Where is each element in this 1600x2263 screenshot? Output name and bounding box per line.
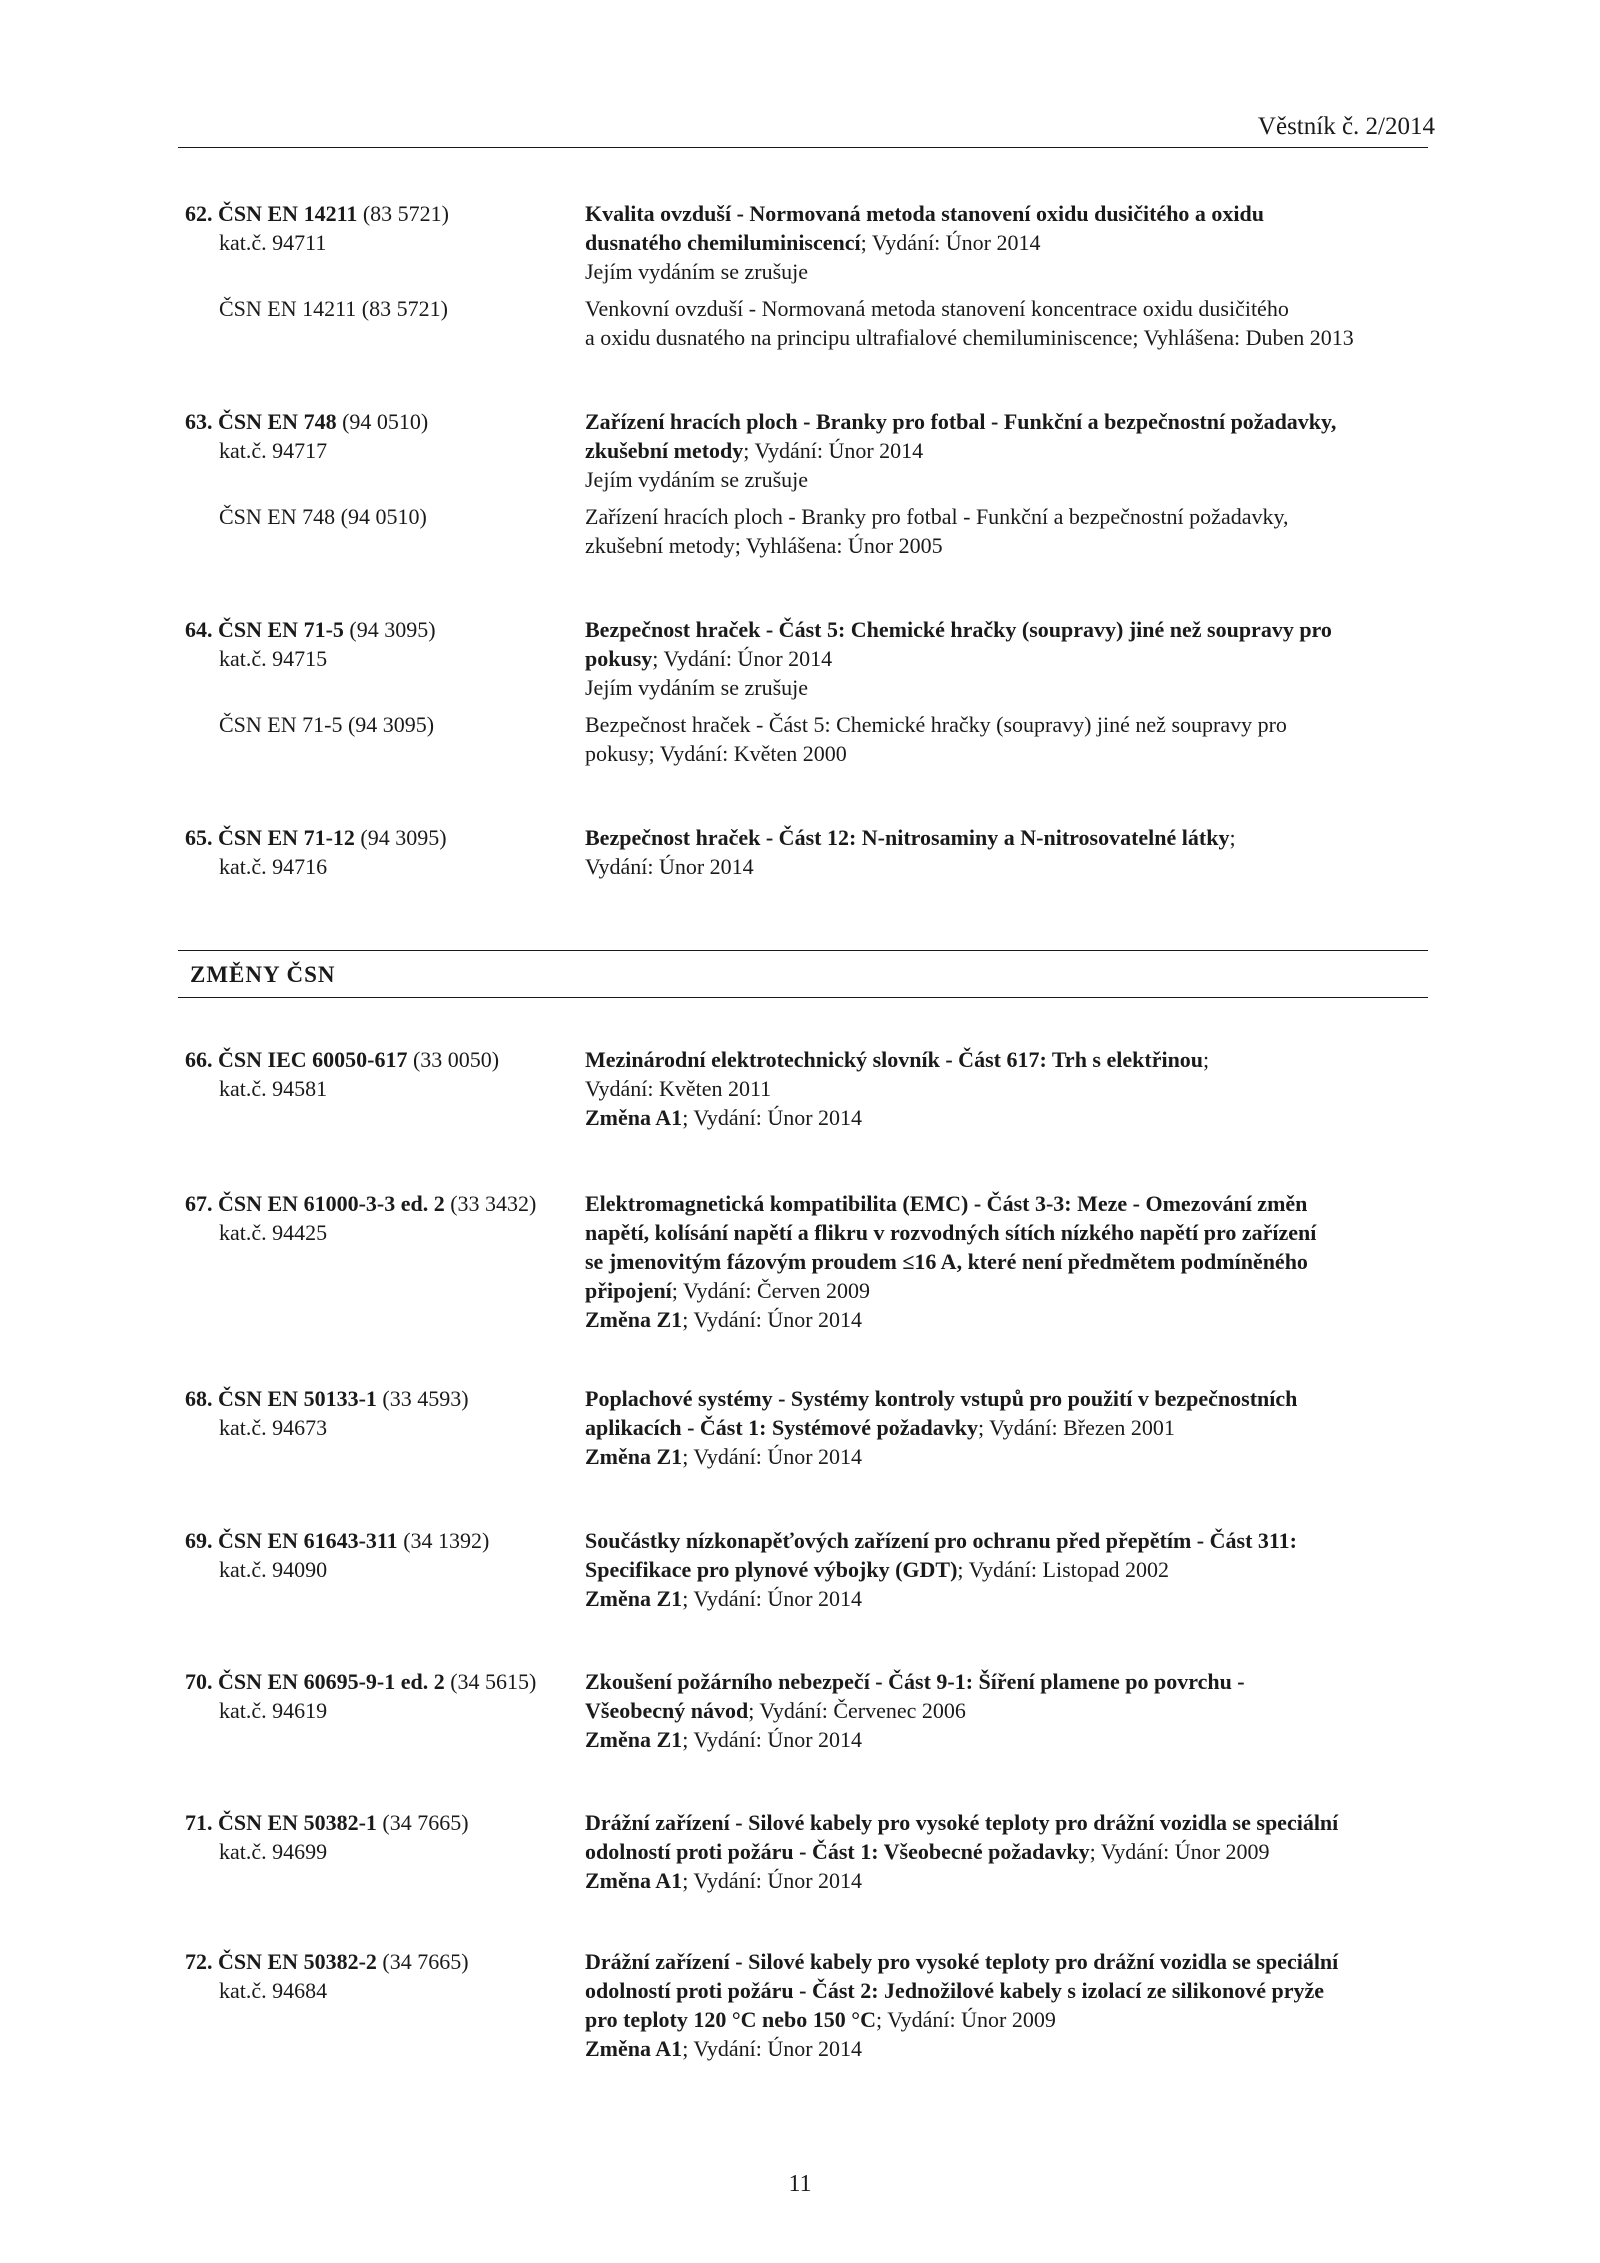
entry-designation	[185, 199, 585, 257]
entry-change-issue: ; Vydání: Únor 2014	[682, 1727, 863, 1752]
entry-title-text: Mezinárodní elektrotechnický slovník - Část 617: Trh s elektřinou	[585, 1047, 1204, 1072]
entry-number: 72.	[185, 1949, 213, 1974]
entry-kat: kat.č. 94717	[219, 438, 328, 463]
entry-class: (94 3095)	[349, 617, 436, 642]
entry-code: ČSN EN 14211	[218, 201, 358, 226]
entry-title-text: Elektromagnetická kompatibilita (EMC) - Část 3-3: Meze - Omezování změn	[585, 1191, 1308, 1216]
entry-change-issue: ; Vydání: Únor 2014	[682, 1444, 863, 1469]
entry-code-line	[185, 1947, 585, 1976]
entry-description	[585, 1667, 1430, 1754]
entry-title-line	[585, 2005, 1430, 2034]
entry-issue: ; Vydání: Březen 2001	[977, 1415, 1175, 1440]
entry-issue: ; Vydání: Únor 2014	[743, 438, 924, 463]
entry-kat: kat.č. 94711	[219, 230, 327, 255]
entry-code-line	[185, 1526, 585, 1555]
replaced-designation	[185, 294, 585, 323]
entry-title-text: Drážní zařízení - Silové kabely pro vysoké teploty pro drážní vozidla se speciální	[585, 1949, 1339, 1974]
entry-issue-line: Vydání: Květen 2011	[585, 1076, 772, 1101]
entry-cancel: Jejím vydáním se zrušuje	[585, 467, 809, 492]
entry-change-line	[585, 2034, 1430, 2063]
entry-designation	[185, 407, 585, 465]
entry-code: ČSN EN 60695-9-1 ed. 2	[218, 1669, 445, 1694]
entry-change: Změna Z1	[585, 1727, 683, 1752]
entry-kat: kat.č. 94673	[219, 1415, 328, 1440]
entry-cancel: Jejím vydáním se zrušuje	[585, 259, 809, 284]
entry-description	[585, 1808, 1430, 1895]
entry-issue: ; Vydání: Únor 2009	[875, 2007, 1056, 2032]
entry-class: (83 5721)	[362, 201, 450, 226]
entry-designation	[185, 1947, 585, 2005]
entry-code: ČSN EN 71-5	[218, 617, 344, 642]
entry-issue: ; Vydání: Únor 2014	[652, 646, 833, 671]
entry-kat: kat.č. 94699	[219, 1839, 328, 1864]
norm-entry	[185, 615, 1430, 768]
replaced-code: ČSN EN 14211 (83 5721)	[219, 296, 448, 321]
entry-change: Změna A1	[585, 2036, 683, 2061]
entry-designation	[185, 1808, 585, 1866]
entry-change-line	[585, 1305, 1430, 1334]
entry-designation	[185, 1667, 585, 1725]
header-rule	[178, 147, 1428, 148]
entry-title-line	[585, 1837, 1430, 1866]
entry-title-text: Bezpečnost hraček - Část 12: N-nitrosaminy a N-nitrosovatelné látky	[585, 825, 1230, 850]
norm-entry	[185, 1667, 1430, 1754]
entry-designation	[185, 1045, 585, 1103]
entry-number: 68.	[185, 1386, 213, 1411]
entry-class: (33 0050)	[412, 1047, 500, 1072]
replaced-line: pokusy; Vydání: Květen 2000	[585, 741, 847, 766]
entry-change-line	[585, 1103, 1430, 1132]
entry-number: 71.	[185, 1810, 213, 1835]
entry-number: 63.	[185, 409, 213, 434]
entry-title-text: Poplachové systémy - Systémy kontroly vstupů pro použití v bezpečnostních	[585, 1386, 1298, 1411]
entry-kat: kat.č. 94581	[219, 1076, 328, 1101]
entry-title-text: Zkoušení požárního nebezpečí - Část 9-1: Šíření plamene po povrchu -	[585, 1669, 1245, 1694]
entry-kat: kat.č. 94716	[219, 854, 328, 879]
entry-change: Změna Z1	[585, 1444, 683, 1469]
entry-number: 67.	[185, 1191, 213, 1216]
entry-code-line	[185, 1808, 585, 1837]
entry-code-line	[185, 1384, 585, 1413]
entry-title-line	[585, 615, 1430, 644]
entry-title-text: zkušební metody	[585, 438, 744, 463]
entry-title-line	[585, 1247, 1430, 1276]
page-number: 11	[788, 2171, 812, 2197]
entry-class: (33 3432)	[450, 1191, 537, 1216]
entry-main-row	[185, 199, 1430, 286]
entry-kat: kat.č. 94425	[219, 1220, 328, 1245]
entry-title-line	[585, 1808, 1430, 1837]
replaced-code: ČSN EN 748 (94 0510)	[219, 504, 427, 529]
entry-change: Změna A1	[585, 1105, 683, 1130]
entry-description	[585, 615, 1430, 702]
entry-title-text: připojení	[585, 1278, 672, 1303]
entry-change-line	[585, 1584, 1430, 1613]
norm-entry	[185, 1808, 1430, 1895]
entry-title-line	[585, 1413, 1430, 1442]
entry-main-row	[185, 1808, 1430, 1895]
entry-title-line	[585, 1045, 1430, 1074]
entry-title-line	[585, 1667, 1430, 1696]
entry-code-line	[185, 823, 585, 852]
entry-kat: kat.č. 94619	[219, 1698, 328, 1723]
entry-number: 65.	[185, 825, 213, 850]
entry-issue: ; Vydání: Únor 2014	[860, 230, 1041, 255]
entry-issue-line: Vydání: Únor 2014	[585, 854, 754, 879]
entry-change: Změna Z1	[585, 1586, 683, 1611]
entry-class: (34 7665)	[382, 1949, 469, 1974]
entry-title-text: Všeobecný návod	[585, 1698, 749, 1723]
entry-code: ČSN EN 61643-311	[218, 1528, 398, 1553]
entry-title-line	[585, 1276, 1430, 1305]
entry-title-line	[585, 1526, 1430, 1555]
entry-change-issue: ; Vydání: Únor 2014	[682, 2036, 863, 2061]
replaced-line: zkušební metody; Vyhlášena: Únor 2005	[585, 533, 943, 558]
entry-change-issue: ; Vydání: Únor 2014	[682, 1586, 863, 1611]
norm-entry	[185, 1526, 1430, 1613]
entry-change: Změna Z1	[585, 1307, 683, 1332]
entry-number: 70.	[185, 1669, 213, 1694]
replaced-description	[585, 710, 1430, 768]
entry-title-text: dusnatého chemiluminiscencí	[585, 230, 861, 255]
replaced-designation	[185, 710, 585, 739]
entry-number: 69.	[185, 1528, 213, 1553]
norm-entry	[185, 1384, 1430, 1471]
entry-title-text: pro teploty 120 °C nebo 150 °C	[585, 2007, 876, 2032]
entry-code: ČSN EN 748	[218, 409, 337, 434]
entry-title-text: Drážní zařízení - Silové kabely pro vysoké teploty pro drážní vozidla se speciální	[585, 1810, 1339, 1835]
entry-code-line	[185, 199, 585, 228]
entry-change-issue: ; Vydání: Únor 2014	[682, 1307, 863, 1332]
entry-replaced-row	[185, 502, 1430, 560]
entry-code: ČSN IEC 60050-617	[218, 1047, 408, 1072]
entry-issue: ; Vydání: Červen 2009	[671, 1278, 870, 1303]
entry-issue: ; Vydání: Únor 2009	[1089, 1839, 1270, 1864]
entry-description	[585, 1526, 1430, 1613]
entry-code: ČSN EN 50382-1	[218, 1810, 377, 1835]
norm-entry	[185, 1189, 1430, 1334]
entry-title-text: Zařízení hracích ploch - Branky pro fotbal - Funkční a bezpečnostní požadavky,	[585, 409, 1337, 434]
entry-main-row	[185, 615, 1430, 702]
entry-title-line	[585, 199, 1430, 228]
entry-change-issue: ; Vydání: Únor 2014	[682, 1105, 863, 1130]
norm-entry	[185, 199, 1430, 352]
entry-title-line	[585, 1696, 1430, 1725]
entry-description	[585, 1189, 1430, 1334]
entry-change-line	[585, 1725, 1430, 1754]
section-rule-top	[178, 950, 1428, 951]
entry-title-line	[585, 1555, 1430, 1584]
entry-class: (94 3095)	[360, 825, 447, 850]
entry-designation	[185, 615, 585, 673]
entry-issue: ; Vydání: Listopad 2002	[957, 1557, 1170, 1582]
entry-description	[585, 199, 1430, 286]
entry-kat: kat.č. 94090	[219, 1557, 328, 1582]
entry-main-row	[185, 1384, 1430, 1471]
entry-designation	[185, 1189, 585, 1247]
entry-main-row	[185, 823, 1430, 881]
entry-code-line	[185, 1667, 585, 1696]
entry-number: 64.	[185, 617, 213, 642]
replaced-code: ČSN EN 71-5 (94 3095)	[219, 712, 435, 737]
entry-designation	[185, 1384, 585, 1442]
entry-code: ČSN EN 71-12	[218, 825, 355, 850]
entry-class: (34 5615)	[450, 1669, 537, 1694]
norm-entry	[185, 1947, 1430, 2063]
norm-entry	[185, 1045, 1430, 1132]
entry-title-line	[585, 1218, 1430, 1247]
entry-description	[585, 1045, 1430, 1132]
entry-main-row	[185, 1526, 1430, 1613]
entry-title-text: Specifikace pro plynové výbojky (GDT)	[585, 1557, 958, 1582]
entry-kat: kat.č. 94715	[219, 646, 328, 671]
entry-main-row	[185, 1947, 1430, 2063]
entry-description	[585, 823, 1430, 881]
entry-kat: kat.č. 94684	[219, 1978, 328, 2003]
entry-code-line	[185, 615, 585, 644]
entry-designation	[185, 823, 585, 881]
norm-entry	[185, 823, 1430, 881]
replaced-line: Zařízení hracích ploch - Branky pro fotbal - Funkční a bezpečnostní požadavky,	[585, 504, 1289, 529]
entry-designation	[185, 1526, 585, 1584]
replaced-line: a oxidu dusnatého na principu ultrafialové chemiluminiscence; Vyhlášena: Duben 2013	[585, 325, 1354, 350]
entry-title-text: odolností proti požáru - Část 1: Všeobecné požadavky	[585, 1839, 1090, 1864]
entry-title-text: Součástky nízkonapěťových zařízení pro ochranu před přepětím - Část 311:	[585, 1528, 1298, 1553]
entry-code-line	[185, 1189, 585, 1218]
entry-code: ČSN EN 50133-1	[218, 1386, 377, 1411]
entry-number: 62.	[185, 201, 213, 226]
entry-code: ČSN EN 61000-3-3 ed. 2	[218, 1191, 445, 1216]
section-rule-bottom	[178, 997, 1428, 998]
entry-change-line	[585, 1442, 1430, 1471]
entry-title-line	[585, 1976, 1430, 2005]
entry-title-line	[585, 1189, 1430, 1218]
entry-class: (33 4593)	[382, 1386, 469, 1411]
entry-change-issue: ; Vydání: Únor 2014	[682, 1868, 863, 1893]
entry-code-line	[185, 407, 585, 436]
entry-title-line	[585, 228, 1430, 257]
entry-description	[585, 1384, 1430, 1471]
entry-title-text: Bezpečnost hraček - Část 5: Chemické hračky (soupravy) jiné než soupravy pro	[585, 617, 1332, 642]
entry-title-line	[585, 407, 1430, 436]
entry-title-text: pokusy	[585, 646, 653, 671]
entry-code-line	[185, 1045, 585, 1074]
replaced-description	[585, 294, 1430, 352]
replaced-line: Venkovní ovzduší - Normovaná metoda stanovení koncentrace oxidu dusičitého	[585, 296, 1289, 321]
entry-description	[585, 407, 1430, 494]
entry-title-text: aplikacích - Část 1: Systémové požadavky	[585, 1415, 978, 1440]
entry-replaced-row	[185, 710, 1430, 768]
entry-main-row	[185, 1667, 1430, 1754]
entry-number: 66.	[185, 1047, 213, 1072]
entry-main-row	[185, 407, 1430, 494]
replaced-description	[585, 502, 1430, 560]
entry-title-suffix: ;	[1229, 825, 1236, 850]
entry-change: Změna A1	[585, 1868, 683, 1893]
entry-title-text: odolností proti požáru - Část 2: Jednožilové kabely s izolací ze silikonové pryže	[585, 1978, 1325, 2003]
entry-class: (34 1392)	[403, 1528, 490, 1553]
section-title: ZMĚNY ČSN	[190, 962, 336, 987]
entry-title-line	[585, 823, 1430, 852]
replaced-line: Bezpečnost hraček - Část 5: Chemické hračky (soupravy) jiné než soupravy pro	[585, 712, 1287, 737]
entry-title-line	[585, 436, 1430, 465]
entry-issue: ; Vydání: Červenec 2006	[748, 1698, 966, 1723]
entry-title-line	[585, 1947, 1430, 1976]
entry-title-line	[585, 644, 1430, 673]
journal-header: Věstník č. 2/2014	[1257, 113, 1435, 140]
entry-change-line	[585, 1866, 1430, 1895]
entry-code: ČSN EN 50382-2	[218, 1949, 377, 1974]
entry-title-text: se jmenovitým fázovým proudem ≤16 A, které není předmětem podmíněného	[585, 1249, 1308, 1274]
entry-main-row	[185, 1045, 1430, 1132]
entry-title-text: napětí, kolísání napětí a flikru v rozvodných sítích nízkého napětí pro zařízení	[585, 1220, 1317, 1245]
entry-description	[585, 1947, 1430, 2063]
entry-title-suffix: ;	[1203, 1047, 1210, 1072]
entry-class: (34 7665)	[382, 1810, 469, 1835]
entry-title-line	[585, 1384, 1430, 1413]
replaced-designation	[185, 502, 585, 531]
entry-replaced-row	[185, 294, 1430, 352]
entry-title-text: Kvalita ovzduší - Normovaná metoda stanovení oxidu dusičitého a oxidu	[585, 201, 1265, 226]
entry-class: (94 0510)	[342, 409, 429, 434]
norm-entry	[185, 407, 1430, 560]
entry-cancel: Jejím vydáním se zrušuje	[585, 675, 809, 700]
entry-main-row	[185, 1189, 1430, 1334]
